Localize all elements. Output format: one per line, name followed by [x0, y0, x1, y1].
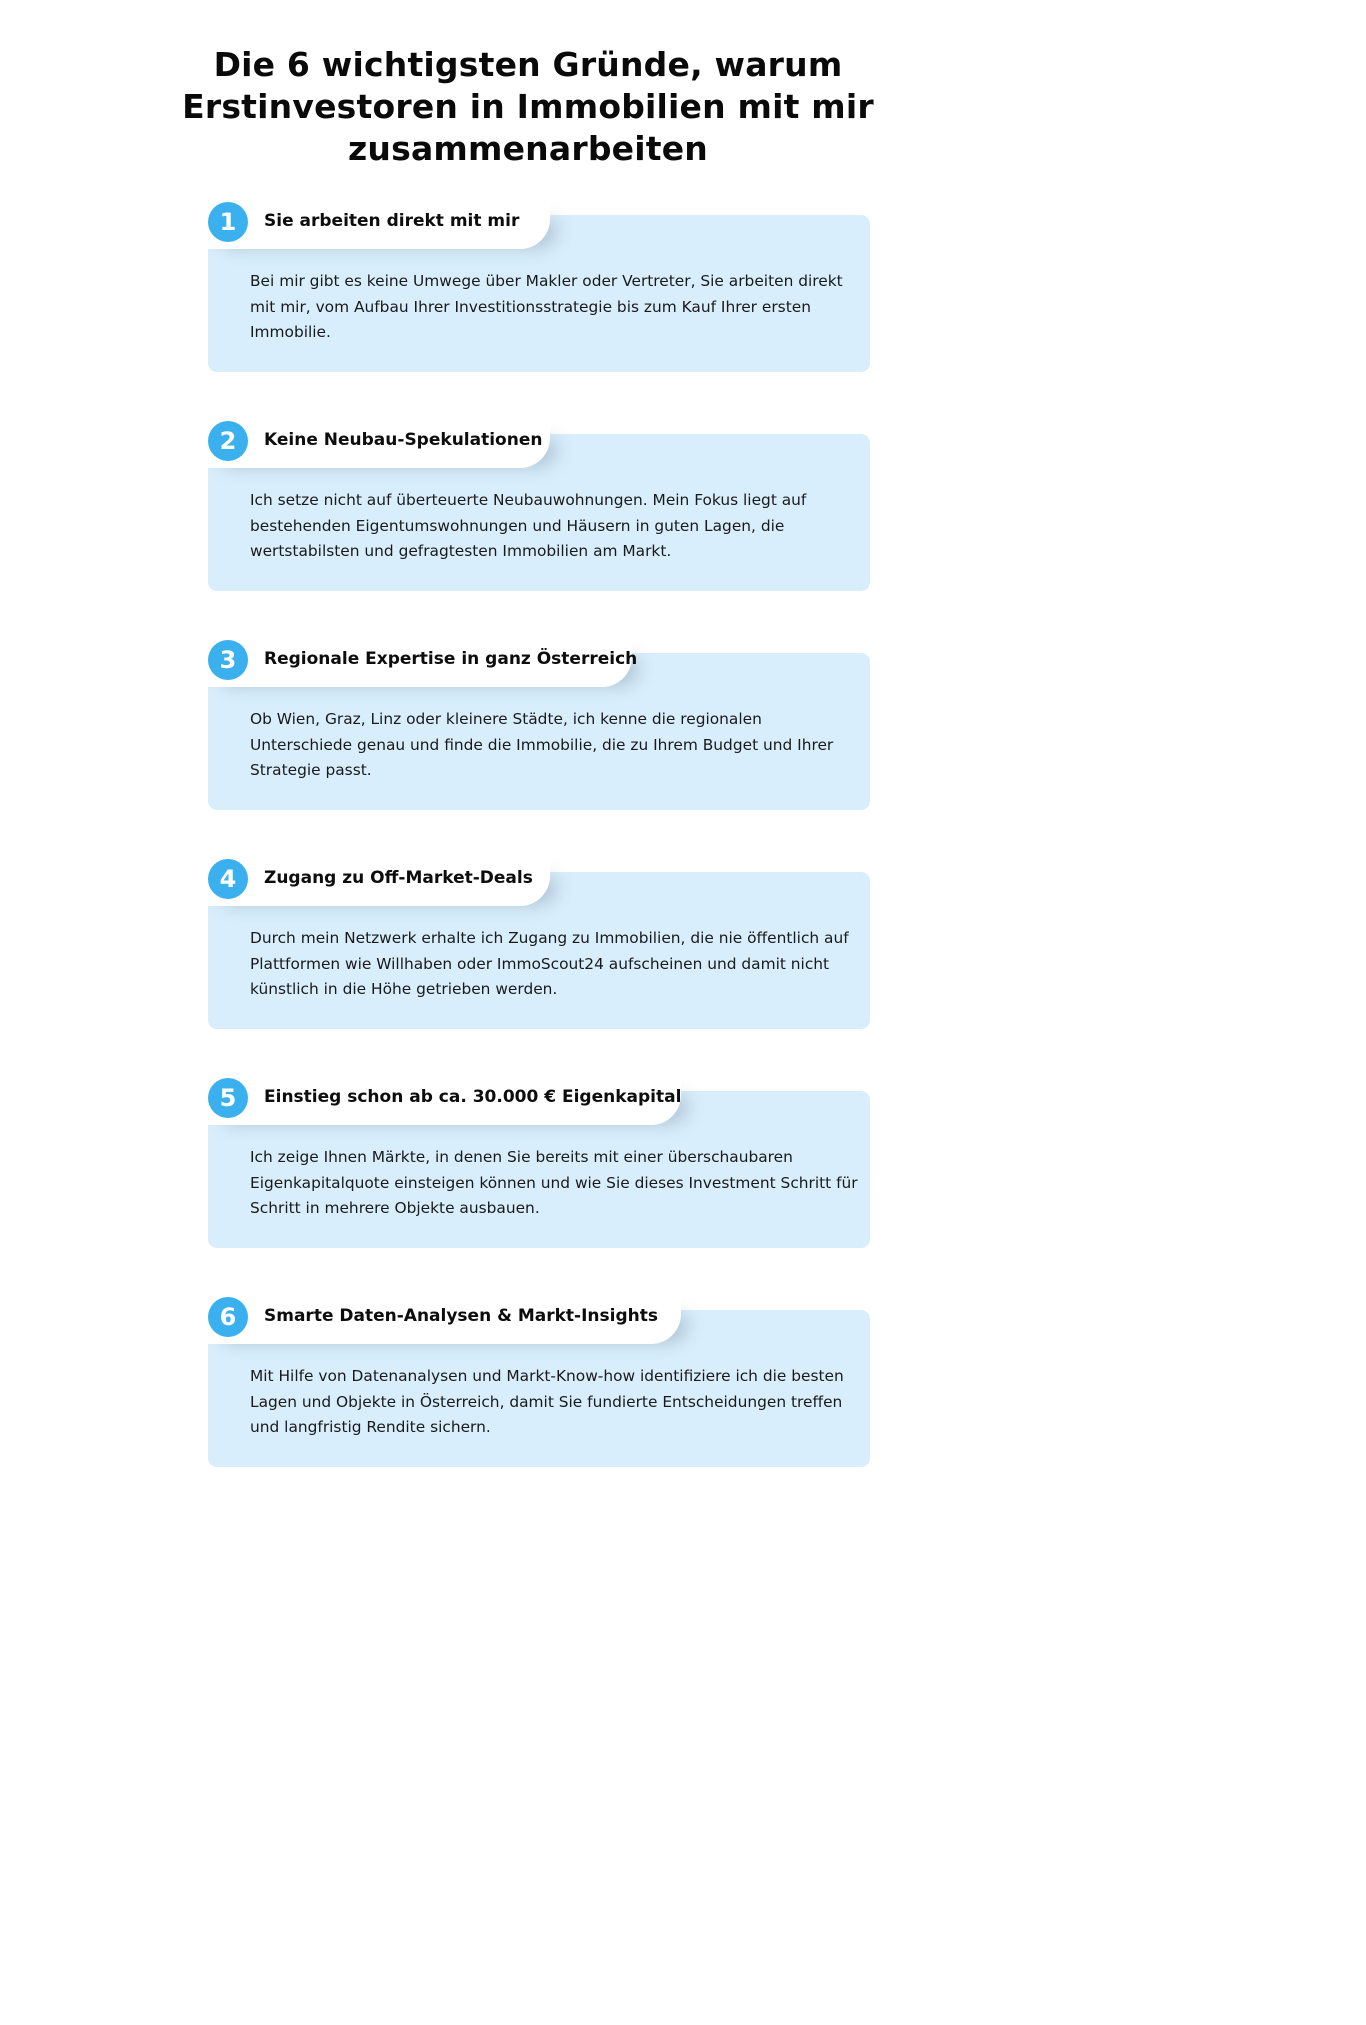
reason-description: Ob Wien, Graz, Linz oder kleinere Städte, ich kenne die regionalen Unterschiede genau und finde die Immobilie, die zu Ihrem Budget und Ihrer Strategie passt. — [250, 710, 834, 780]
reason-card-1 — [208, 199, 870, 374]
reason-card-2 — [208, 418, 870, 593]
reason-description: Durch mein Netzwerk erhalte ich Zugang zu Immobilien, die nie öffentlich auf Plattformen wie Willhaben oder ImmoScout24 aufscheinen und damit nicht künstlich in die Höhe getrieben werden. — [250, 929, 849, 999]
reason-description: Ich zeige Ihnen Märkte, in denen Sie bereits mit einer überschaubaren Eigenkapitalquote einsteigen können und wie Sie dieses Investment Schritt für Schritt in mehrere Objekte ausbauen. — [250, 1148, 858, 1218]
reason-heading: Regionale Expertise in ganz Österreich — [264, 649, 638, 669]
page-title — [0, 44, 1056, 170]
page-title-line-1: Die 6 wichtigsten Gründe, warum — [213, 45, 843, 84]
reason-number-badge: 3 — [208, 640, 248, 680]
reason-card-6 — [208, 1294, 870, 1469]
reason-number-badge: 4 — [208, 859, 248, 899]
reason-card-5 — [208, 1075, 870, 1250]
reason-description: Bei mir gibt es keine Umwege über Makler oder Vertreter, Sie arbeiten direkt mit mir, vom Aufbau Ihrer Investitionsstrategie bis zum Kauf Ihrer ersten Immobilie. — [250, 272, 843, 342]
reason-heading: Einstieg schon ab ca. 30.000 € Eigenkapital — [264, 1087, 682, 1107]
reason-description: Ich setze nicht auf überteuerte Neubauwohnungen. Mein Fokus liegt auf bestehenden Eigentumswohnungen und Häusern in guten Lagen, die wertstabilsten und gefragtesten Immobilien am Markt. — [250, 491, 807, 561]
reason-number-badge: 6 — [208, 1297, 248, 1337]
reason-number-badge: 2 — [208, 421, 248, 461]
reason-heading: Keine Neubau-Spekulationen — [264, 430, 543, 450]
reason-number-badge: 5 — [208, 1078, 248, 1118]
page-title-line-2: Erstinvestoren in Immobilien mit mir — [182, 87, 874, 126]
reason-number-badge: 1 — [208, 202, 248, 242]
reason-description: Mit Hilfe von Datenanalysen und Markt-Know-how identifiziere ich die besten Lagen und Objekte in Österreich, damit Sie fundierte Entscheidungen treffen und langfristig Rendite sichern. — [250, 1367, 844, 1437]
reason-heading: Sie arbeiten direkt mit mir — [264, 211, 520, 231]
reason-card-3 — [208, 637, 870, 812]
page-title-line-3: zusammenarbeiten — [348, 129, 708, 168]
reason-heading: Zugang zu Off-Market-Deals — [264, 868, 533, 888]
reason-heading: Smarte Daten-Analysen & Markt-Insights — [264, 1306, 658, 1326]
reason-card-4 — [208, 856, 870, 1031]
